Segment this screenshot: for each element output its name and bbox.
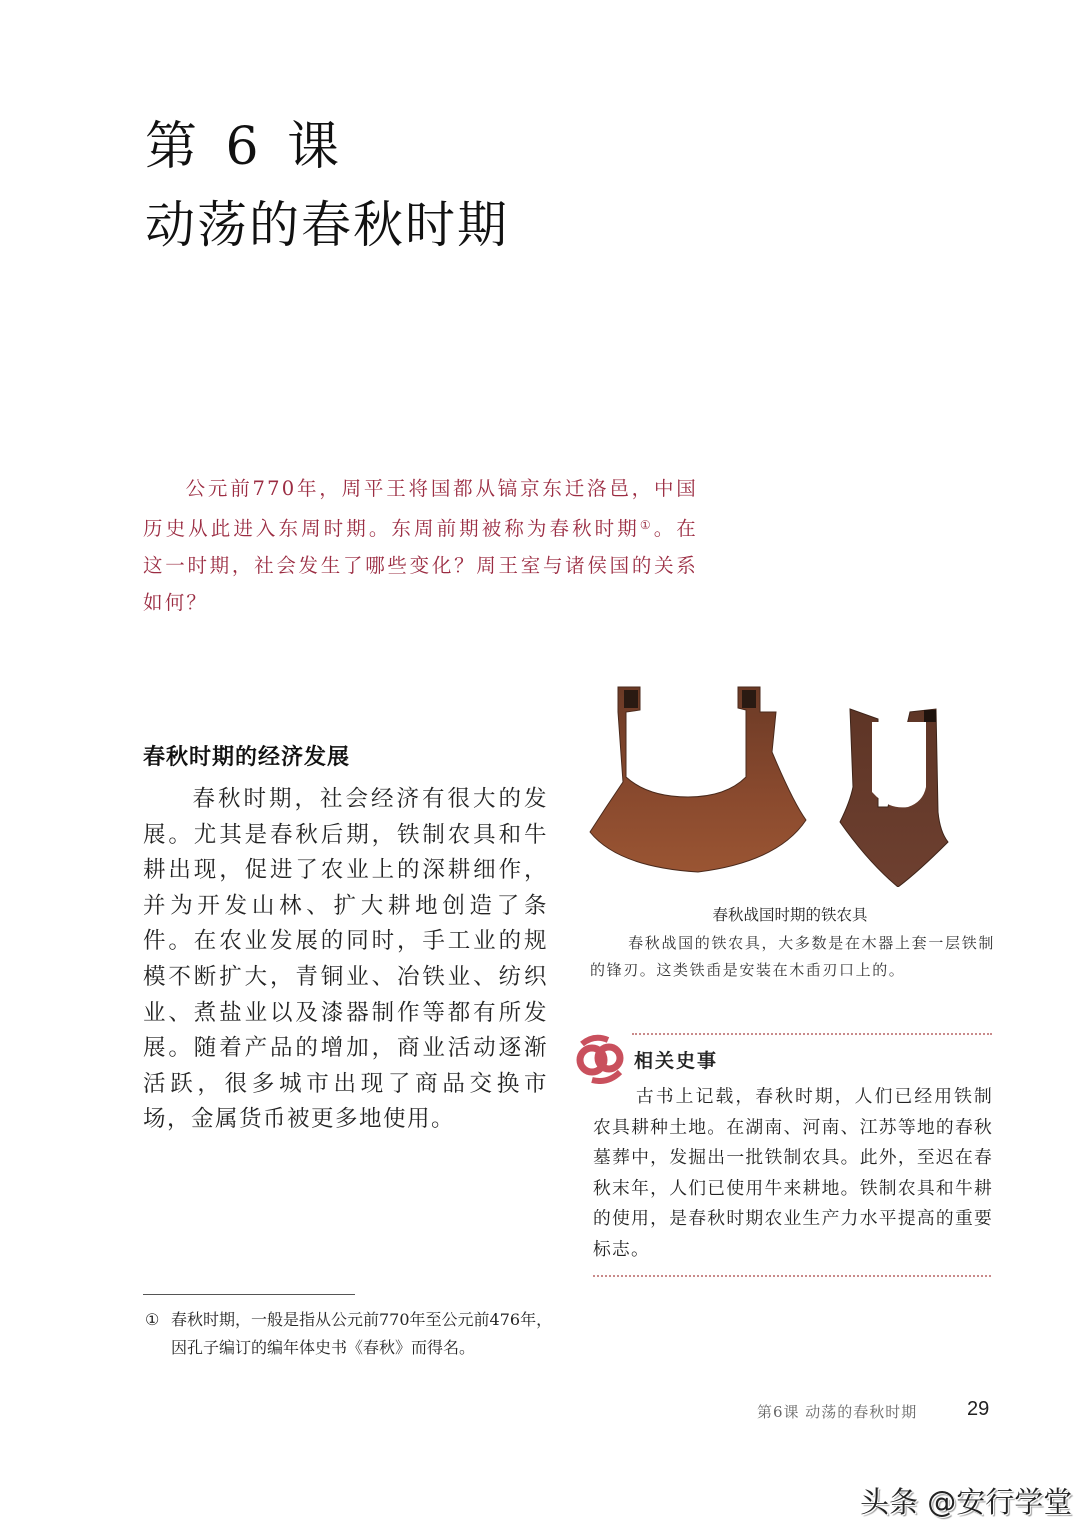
related-box-body: 古书上记载，春秋时期，人们已经用铁制农具耕种土地。在湖南、河南、江苏等地的春秋墓葬中，发掘出一批铁制农具。此外，至迟在春秋末年，人们已使用牛来耕地。铁制农具和牛耕的使用，是春秋时期农业生产力水平提高的重要标志。: [593, 1086, 993, 1260]
figure-caption-title: 春秋战国时期的铁农具: [712, 906, 868, 924]
intro-text-cont: 。在这一时期，社会发生了哪些变化？周王室与诸侯国的关系如何？: [143, 517, 698, 614]
footnote-rule: [143, 1294, 355, 1295]
footnote-marker: ①: [145, 1310, 160, 1329]
related-box-title: 相关史事: [634, 1050, 719, 1072]
section-body: [143, 782, 548, 1138]
section-heading: 春秋时期的经济发展: [143, 745, 351, 770]
related-box-text: [593, 1082, 993, 1265]
figure-caption-body: 春秋战国的铁农具，大多数是在木器上套一层铁制的锋刃。这类铁臿是安装在木臿刃口上的。: [590, 934, 995, 979]
running-title: 第6课 动荡的春秋时期: [757, 1403, 918, 1421]
watermark: 头条 @安行学堂: [860, 1485, 1073, 1519]
footnote-line-1: 春秋时期，一般是指从公元前770年至公元前476年，: [171, 1310, 553, 1329]
lesson-title: 动荡的春秋时期: [145, 196, 509, 254]
footnote-line-2: 因孔子编订的编年体史书《春秋》而得名。: [171, 1338, 476, 1357]
page-number: 29: [967, 1398, 990, 1420]
box-top-divider: [632, 1033, 992, 1035]
footnote: [145, 1306, 635, 1362]
intro-paragraph: [143, 470, 698, 621]
footnote-ref[interactable]: ①: [639, 518, 654, 532]
related-history-icon: [574, 1032, 626, 1084]
box-bottom-divider: [593, 1275, 991, 1277]
lesson-number: 第 6 课: [145, 117, 346, 177]
intro-text: 公元前770年，周平王将国都从镐京东迁洛邑，中国历史从此进入东周时期。东周前期被称为春秋时期: [143, 477, 698, 540]
iron-farm-tools-image: [588, 682, 988, 887]
figure-caption-text: [590, 930, 995, 984]
iron-tools-figure: [588, 682, 988, 887]
section-body-text: 春秋时期，社会经济有很大的发展。尤其是春秋后期，铁制农具和牛耕出现，促进了农业上的深耕细作，并为开发山林、扩大耕地创造了条件。在农业发展的同时，手工业的规模不断扩大，青铜业、冶铁业、纺织业、煮盐业以及漆器制作等都有所发展。随着产品的增加，商业活动逐渐活跃，很多城市出现了商品交换市场，金属货币被更多地使用。: [143, 786, 548, 1133]
